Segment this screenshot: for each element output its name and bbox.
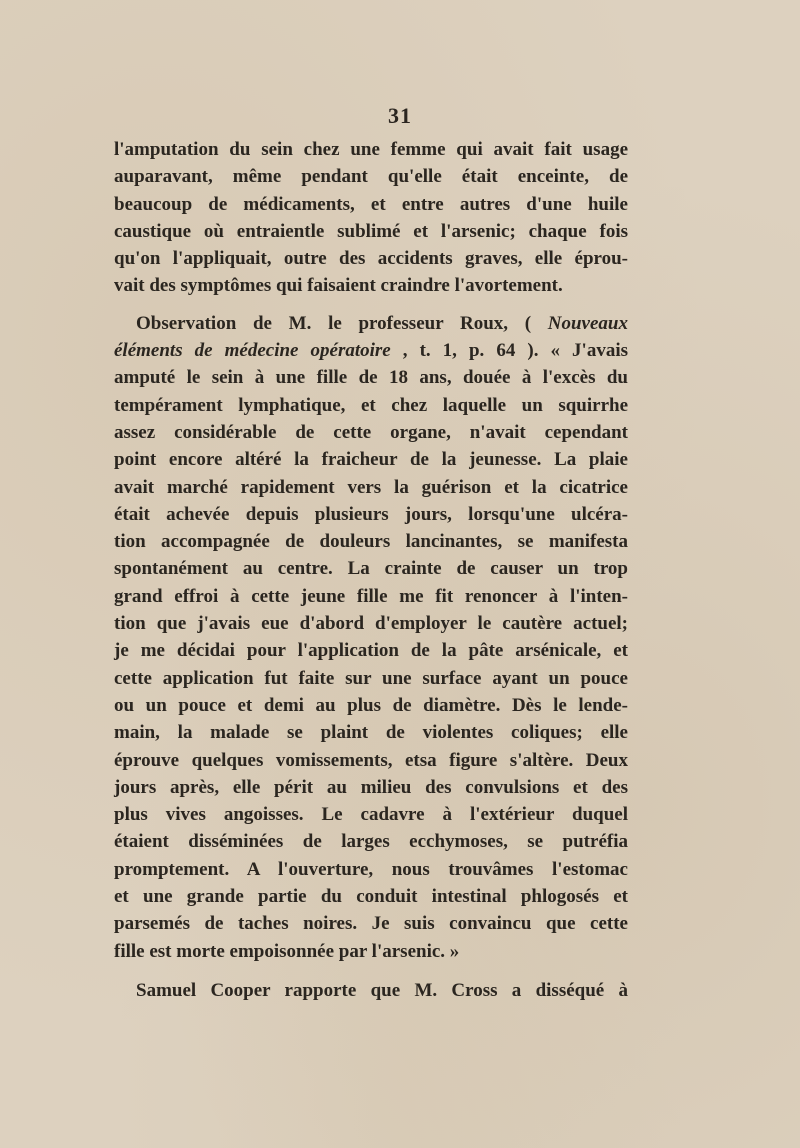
body-text bbox=[114, 136, 628, 1004]
text-line: point encore altéré la fraicheur de la jeunesse. La plaie bbox=[114, 449, 628, 471]
text-line: cette application fut faite sur une surface ayant un pouce bbox=[114, 667, 628, 689]
text-line: je me décidai pour l'application de la pâte arsénicale, et bbox=[114, 640, 628, 662]
text-line: caustique où entraientle sublimé et l'arsenic; chaque fois bbox=[114, 220, 628, 242]
text-line: tempérament lymphatique, et chez laquelle un squirrhe bbox=[114, 394, 628, 416]
book-title-part: éléments de médecine opératoire bbox=[114, 340, 391, 362]
text-line: tion accompagnée de douleurs lancinantes, se manifesta bbox=[114, 531, 628, 553]
text-line: éprouve quelques vomissements, etsa figure s'altère. Deux bbox=[114, 749, 628, 771]
text-line: spontanément au centre. La crainte de causer un trop bbox=[114, 558, 628, 580]
text-line: parsemés de taches noires. Je suis convaincu que cette bbox=[114, 913, 628, 935]
text-line: était achevée depuis plusieurs jours, lorsqu'une ulcéra- bbox=[114, 503, 628, 525]
text-line bbox=[114, 337, 628, 364]
text-run: , t. 1, p. 64 ). « J'avais bbox=[390, 340, 628, 362]
text-line: Samuel Cooper rapporte que M. Cross a disséqué à bbox=[136, 979, 628, 1001]
text-line: amputé le sein à une fille de 18 ans, douée à l'excès du bbox=[114, 367, 628, 389]
text-line: étaient disséminées de larges ecchymoses, se putréfia bbox=[114, 831, 628, 853]
text-line: vait des symptômes qui faisaient craindre l'avortement. bbox=[114, 275, 563, 297]
text-line: fille est morte empoisonnée par l'arsenic. » bbox=[114, 940, 460, 962]
text-line: ou un pouce et demi au plus de diamètre. Dès le lende- bbox=[114, 694, 628, 716]
text-line: promptement. A l'ouverture, nous trouvâmes l'estomac bbox=[114, 858, 628, 880]
paragraph-3 bbox=[114, 977, 628, 1004]
text-line: avait marché rapidement vers la guérison et la cicatrice bbox=[114, 476, 628, 498]
text-line: jours après, elle périt au milieu des convulsions et des bbox=[114, 776, 628, 798]
text-line: l'amputation du sein chez une femme qui avait fait usage bbox=[114, 139, 628, 160]
text-line: beaucoup de médicaments, et entre autres d'une huile bbox=[114, 193, 628, 215]
text-run: Observation de M. le professeur Roux, ( bbox=[136, 312, 548, 334]
text-line: qu'on l'appliquait, outre des accidents graves, elle éprou- bbox=[114, 248, 628, 270]
paragraph-2 bbox=[114, 310, 628, 965]
book-title-part: Nouveaux bbox=[547, 312, 628, 334]
paragraph-1 bbox=[114, 136, 628, 300]
text-line: grand effroi à cette jeune fille me fit renoncer à l'inten- bbox=[114, 585, 628, 607]
text-line: plus vives angoisses. Le cadavre à l'extérieur duquel bbox=[114, 804, 628, 826]
text-line: et une grande partie du conduit intestinal phlogosés et bbox=[114, 886, 628, 908]
text-line: assez considérable de cette organe, n'avait cependant bbox=[114, 421, 628, 443]
text-line: tion que j'avais eue d'abord d'employer le cautère actuel; bbox=[114, 613, 628, 635]
text-line bbox=[114, 310, 628, 337]
text-line: auparavant, même pendant qu'elle était enceinte, de bbox=[114, 166, 628, 188]
text-line: main, la malade se plaint de violentes coliques; elle bbox=[114, 722, 628, 744]
page-number: 31 bbox=[388, 103, 412, 128]
